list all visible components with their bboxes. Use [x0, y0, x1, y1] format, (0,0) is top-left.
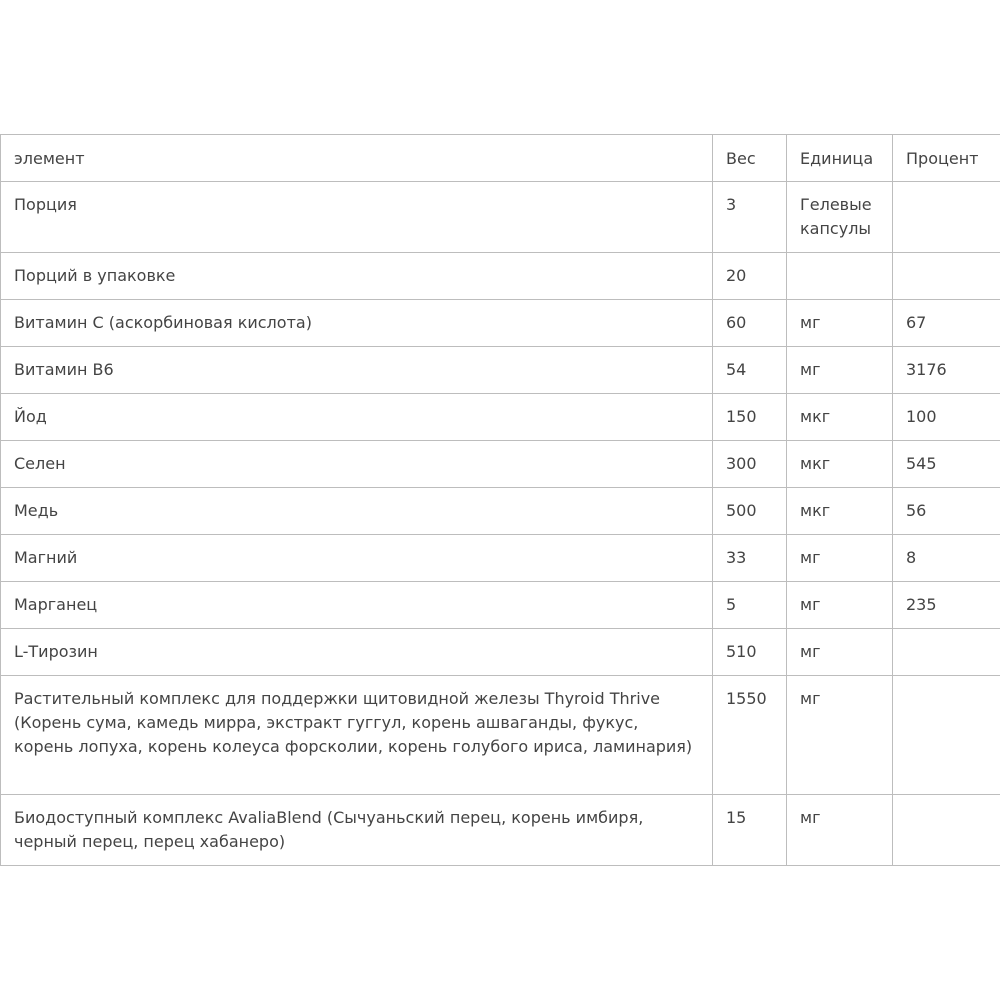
nutrition-table-container [0, 134, 1000, 866]
cell-element: Витамин В6 [1, 347, 713, 394]
cell-unit: мг [787, 535, 893, 582]
cell-unit: мг [787, 582, 893, 629]
cell-element: Витамин С (аскорбиновая кислота) [1, 300, 713, 347]
cell-percent: 545 [893, 441, 1000, 488]
cell-unit: мкг [787, 441, 893, 488]
cell-element: Порций в упаковке [1, 253, 713, 300]
cell-element: Порция [1, 182, 713, 253]
cell-weight: 300 [713, 441, 787, 488]
header-element: элемент [1, 135, 713, 182]
cell-element: Марганец [1, 582, 713, 629]
cell-unit: мкг [787, 488, 893, 535]
table-row [1, 676, 1000, 795]
cell-percent: 56 [893, 488, 1000, 535]
cell-element: Медь [1, 488, 713, 535]
cell-percent: 8 [893, 535, 1000, 582]
cell-percent [893, 795, 1000, 866]
cell-unit: мг [787, 795, 893, 866]
table-row [1, 441, 1000, 488]
cell-weight: 15 [713, 795, 787, 866]
cell-weight: 3 [713, 182, 787, 253]
cell-unit: мг [787, 300, 893, 347]
cell-percent: 235 [893, 582, 1000, 629]
table-header-row [1, 135, 1000, 182]
table-row [1, 488, 1000, 535]
cell-element: Йод [1, 394, 713, 441]
cell-unit: Гелевые капсулы [787, 182, 893, 253]
table-row [1, 253, 1000, 300]
nutrition-table [0, 134, 1000, 866]
table-row [1, 182, 1000, 253]
cell-percent: 67 [893, 300, 1000, 347]
cell-weight: 1550 [713, 676, 787, 795]
cell-unit: мг [787, 629, 893, 676]
cell-percent: 100 [893, 394, 1000, 441]
cell-percent [893, 182, 1000, 253]
cell-percent: 3176 [893, 347, 1000, 394]
cell-unit: мг [787, 676, 893, 795]
table-row [1, 300, 1000, 347]
header-percent: Процент [893, 135, 1000, 182]
cell-percent [893, 676, 1000, 795]
cell-weight: 60 [713, 300, 787, 347]
header-unit: Единица [787, 135, 893, 182]
cell-weight: 20 [713, 253, 787, 300]
cell-element: L-Тирозин [1, 629, 713, 676]
table-row [1, 629, 1000, 676]
cell-weight: 500 [713, 488, 787, 535]
cell-percent [893, 253, 1000, 300]
cell-weight: 54 [713, 347, 787, 394]
cell-element: Растительный комплекс для поддержки щитовидной железы Thyroid Thrive (Корень сума, камедь мирра, экстракт гуггул, корень ашваганды, фукус, корень лопуха, корень колеуса форсколии, корень голубого ириса, ламинария) [1, 676, 713, 795]
table-row [1, 795, 1000, 866]
cell-element: Магний [1, 535, 713, 582]
cell-weight: 510 [713, 629, 787, 676]
cell-weight: 5 [713, 582, 787, 629]
table-row [1, 582, 1000, 629]
table-row [1, 347, 1000, 394]
table-row [1, 394, 1000, 441]
table-row [1, 535, 1000, 582]
cell-weight: 150 [713, 394, 787, 441]
header-weight: Вес [713, 135, 787, 182]
cell-unit [787, 253, 893, 300]
cell-unit: мкг [787, 394, 893, 441]
cell-percent [893, 629, 1000, 676]
cell-element: Биодоступный комплекс AvaliaBlend (Сычуаньский перец, корень имбиря, черный перец, перец хабанеро) [1, 795, 713, 866]
cell-weight: 33 [713, 535, 787, 582]
cell-unit: мг [787, 347, 893, 394]
cell-element: Селен [1, 441, 713, 488]
